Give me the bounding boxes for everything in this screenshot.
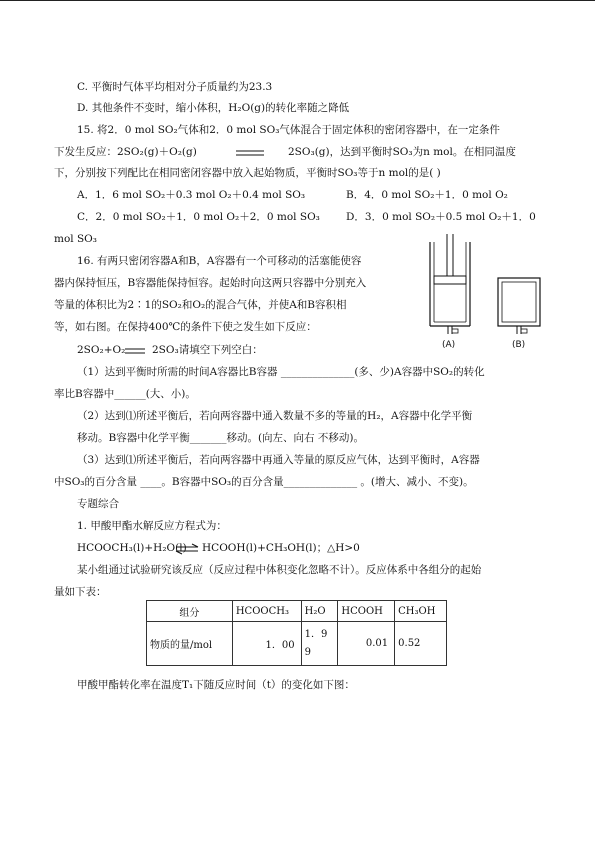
label-b: (B) [512,340,526,350]
container-b [498,278,540,334]
table-row [147,622,447,666]
table-header-cell: HCOOCH₃ [232,601,301,622]
q15-line2-right: 2SO₃(g)，达到平衡时SO₃为n mol。在相同温度 [288,146,516,158]
table-cell: 0.01 [338,622,395,666]
q16-part3-line2: 中SO₃的百分含量 ____。B容器中SO₃的百分含量______________ 。(增大、减小、不变)。 [54,476,474,488]
q15-option-b: B．4．0 mol SO₂＋1．0 mol O₂ [346,189,508,201]
q15-line2-left: 下发生反应：2SO₂(g)＋O₂(g) [54,146,197,158]
q16-part1-line1: （1）达到平衡时所需的时间A容器比B容器 ______________(多、少)A容器中SO₂的转化 [77,366,485,378]
reversible-arrow-icon [176,544,200,554]
q16-line2: 器内保持恒压，B容器能保持恒容。起始时向这两只容器中分别充入 [54,277,367,289]
table-header-cell: HCOOH [338,601,395,622]
paragraph-line1: 某小组通过试验研究该反应（反应过程中体积变化忽略不计）。反应体系中各组分的起始 [77,564,482,576]
q15-option-d-cont: mol SO₃ [54,233,97,245]
equation-right: HCOOH(l)+CH₃OH(l)；△H>0 [202,542,360,554]
closing-line: 甲酸甲酯转化率在温度T₁下随反应时间（t）的变化如下图： [77,679,355,691]
table-header-row [147,601,447,622]
equilibrium-arrow-icon [236,148,266,158]
table-row-label: 物质的量/mol [147,622,233,666]
table-header-cell: H₂O [301,601,338,622]
table-cell: 1．00 [232,622,301,666]
q16-line1: 16. 有两只密闭容器A和B，A容器有一个可移动的活塞能使容 [77,255,362,267]
q16-reaction-left: 2SO₂+O₂ [77,344,126,356]
q16-part2-line1: （2）达到⑴所述平衡后，若向两容器中通入数量不多的等量的H₂，A容器中化学平衡 [77,410,473,422]
container-a [430,234,470,334]
q15-line3: 下，分别按下列配比在相同密闭容器中放入起始物质，平衡时SO₃等于n mol的是( ) [54,167,441,179]
q16-reaction-right: 2SO₃请填空下列空白： [152,344,263,356]
container-figure [420,234,555,352]
option-c: C. 平衡时气体平均相对分子质量约为23.3 [77,81,273,93]
q16-part3-line1: （3）达到⑴所述平衡后，若向两容器中再通入等量的原反应气体，达到平衡时，A容器 [77,454,480,466]
q16-part1-line2: 率比B容器中______(大、小)。 [54,388,196,400]
q16-line4: 等，如右图。在保持400℃的条件下使之发生如下反应： [54,321,317,333]
initial-amount-table [146,600,447,666]
topic-q1: 1. 甲酸甲酯水解反应方程式为： [77,520,227,532]
paragraph-line2: 量如下表： [54,586,107,598]
table-header-cell: CH₃OH [395,601,447,622]
q15-line1: 15. 将2．0 mol SO₂气体和2．0 mol SO₃气体混合于固定体积的密闭容器中，在一定条件 [77,124,500,136]
q15-option-a: A．1．6 mol SO₂＋0.3 mol O₂＋0.4 mol SO₃ [77,189,306,201]
table-cell: 1．9 9 [301,622,338,666]
q16-part2-line2: 移动。B容器中化学平衡_______移动。(向左、向右 不移动)。 [77,432,364,444]
table-cell: 0.52 [395,622,447,666]
equilibrium-arrow-icon [125,346,147,356]
q15-option-d: D．3．0 mol SO₂＋0.5 mol O₂＋1．0 [346,211,536,223]
option-d: D. 其他条件不变时，缩小体积，H₂O(g)的转化率随之降低 [77,102,350,114]
q16-line3: 等量的体积比为2∶1的SO₂和O₂的混合气体，并使A和B容积相 [54,299,347,311]
label-a: (A) [442,340,456,350]
page-top-rule [0,0,595,1]
equation-left: HCOOCH₃(l)+H₂O(l) [77,542,187,554]
q15-option-c: C．2．0 mol SO₂＋1．0 mol O₂＋2．0 mol SO₃ [77,211,320,223]
section-title: 专题综合 [77,498,119,510]
table-header-cell: 组分 [147,601,233,622]
